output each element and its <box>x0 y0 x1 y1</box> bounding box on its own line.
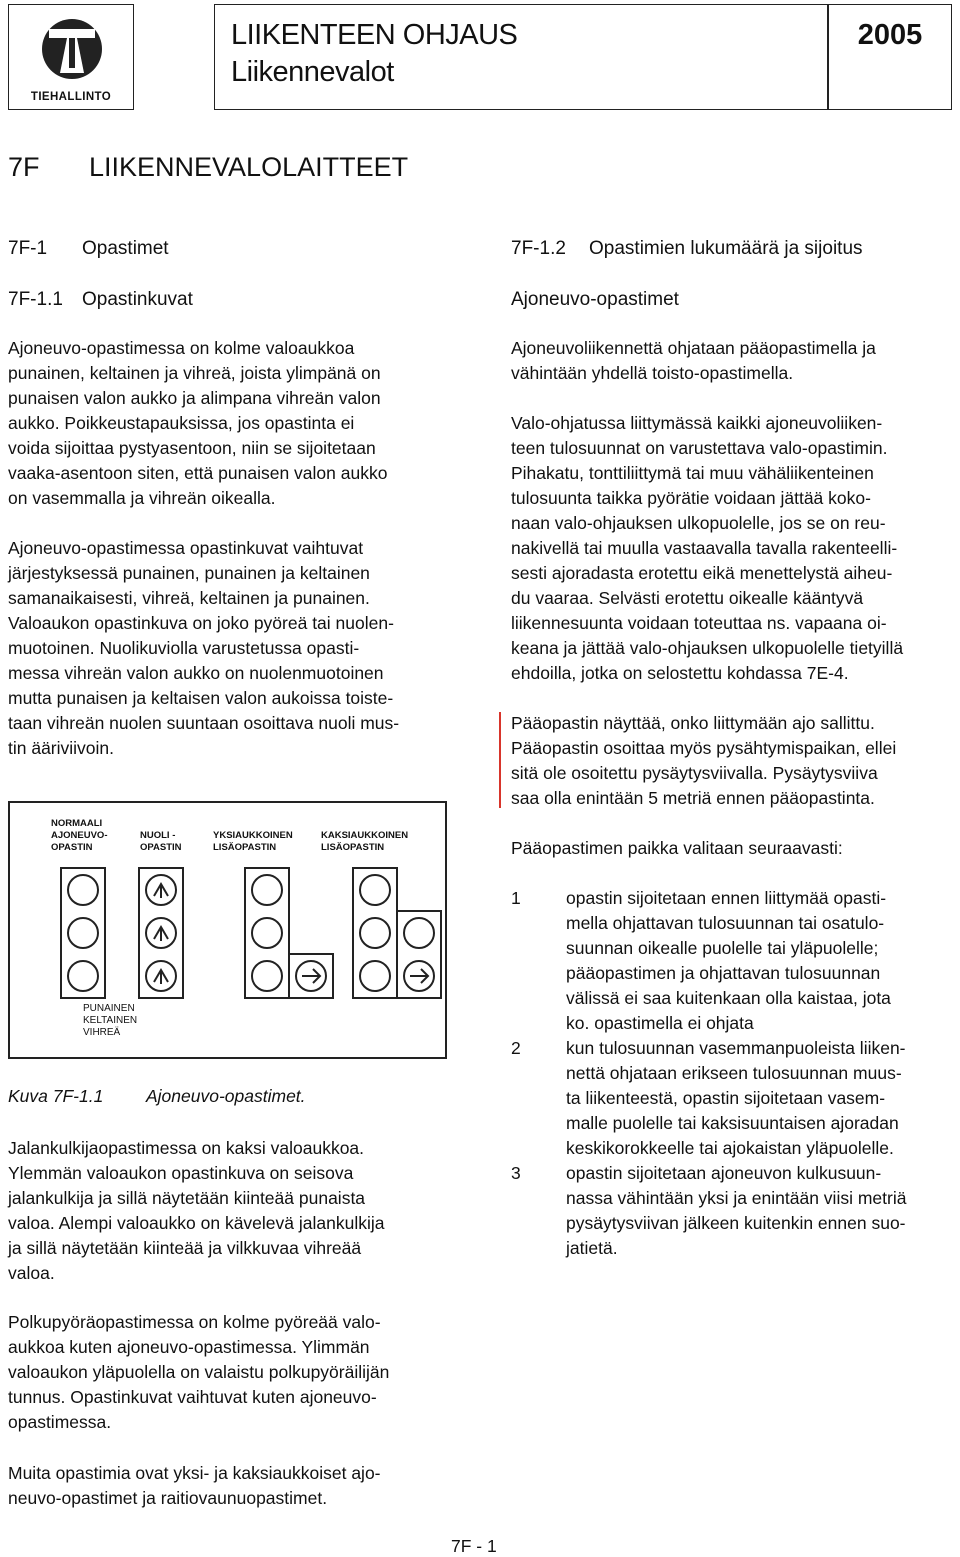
placement-list <box>511 886 957 1266</box>
signal-normal <box>61 868 105 998</box>
tiehallinto-logo-icon <box>9 11 135 91</box>
subsection-title: Opastinkuvat <box>82 289 193 310</box>
list-item: opastin sijoitetaan ajoneuvon kulkusuun- nassa vähintään yksi ja enintään viisi metriä pysäytysviivan jälkeen kuitenkin ennen suo- jatietä. <box>566 1163 907 1258</box>
list-item-number: 3 <box>511 1163 521 1183</box>
header-title-box <box>214 4 828 110</box>
section-title-right: Opastimien lukumäärä ja sijoitus <box>589 238 863 259</box>
section-number: 7F-1 <box>8 238 48 259</box>
figure-label-single-1: YKSIAUKKOINEN <box>213 830 293 841</box>
legend-yellow: KELTAINEN <box>83 1015 138 1026</box>
paragraph-signal-control: Valo-ohjatussa liittymässä kaikki ajoneuvoliiken- teen tulosuunnat on varustettava valo-opastimin. Pihakatu, tonttiliittymä tai muu vähäliikenteinen tulosuunta taikka pyörätie voidaan jättää koko- naan valo-ohjauksen ulkopuolelle, jos se on reu- nakivellä tai muulla vastaavalla tavalla rakenteelli- sesti ajoradasta erotettu eikä menettelystä aiheu- du vaaraa. Selvästi erotettu oikealle kääntyvä liikennesuunta voidaan toteuttaa ns. vapaana oi- keana ja jättää valo-ohjauksen ulkopuolelle tietyillä ehdoilla, jotka on selostettu kohdassa 7E-4. <box>511 413 904 683</box>
paragraph-bicycle-signal: Polkupyöräopastimessa on kolme pyöreää valo- aukkoa kuten ajoneuvo-opastimessa. Ylimmän valoaukon yläpuolella on valaistu polkupyöräilijän tunnus. Opastinkuvat vaihtuvat kuten ajoneuvo- opastimessa. <box>8 1312 390 1432</box>
list-item: kun tulosuunnan vasemmanpuoleista liiken- nettä ohjataan erikseen tulosuunnan muus- ta liikenteestä, opastin sijoitetaan vasem- malle puolelle tai kaksisuuntaisen ajoradan keskikorokkeelle tai ajokaistan yläpuolelle. <box>566 1038 906 1158</box>
subsection-number: 7F-1.1 <box>8 289 63 310</box>
revision-bar <box>499 712 501 808</box>
paragraph-main-signal-purpose: Pääopastin näyttää, onko liittymään ajo sallittu. Pääopastin osoittaa myös pysähtymispaikan, ellei sitä ole osoitettu pysäytysviivalla. Pysäytysviiva saa olla enintään 5 metriä ennen pääopastinta. <box>511 713 897 808</box>
header-year: 2005 <box>857 19 923 51</box>
figure-label-single-2: LISÄOPASTIN <box>213 842 277 853</box>
logo-box <box>8 4 134 110</box>
header-subtitle: Liikennevalot <box>231 56 394 88</box>
paragraph-placement-intro: Pääopastimen paikka valitaan seuraavasti: <box>511 838 843 858</box>
paragraph-signal-sequence: Ajoneuvo-opastimessa opastinkuvat vaihtuvat järjestyksessä punainen, punainen ja keltainen samanaikaisesti, vihreä, keltainen ja punainen. Valoaukon opastinkuva on joko pyöreä tai nuolen- muotoinen. Nuolikuviolla varustetussa opasti- messa vihreän valon aukko on nuolenmuotoinen mutta punaisen ja keltaisen valon aukoissa toiste- taan vihreän nuolen suuntaan osoittava nuoli mus- tin ääriviivoin. <box>8 538 400 758</box>
figure-label-arrow-1: NUOLI - <box>140 830 176 841</box>
legend-red: PUNAINEN <box>83 1003 135 1014</box>
paragraph-vehicle-signal: Ajoneuvo-opastimessa on kolme valoaukkoa punainen, keltainen ja vihreä, joista ylimpänä on punaisen valon aukko ja alimpana vihreän valon aukko. Poikkeustapauksissa, jos opastinta ei voida sijoittaa pystyasentoon, niin se sijoitetaan vaaka-asentoon siten, että punaisen valon aukko on vasemmalla ja vihreän oikealla. <box>8 338 388 508</box>
section-title: Opastimet <box>82 238 169 259</box>
figure-label-double-1: KAKSIAUKKOINEN <box>321 830 409 841</box>
header-year-box <box>828 4 952 110</box>
legend-green: VIHREÄ <box>83 1027 121 1038</box>
paragraph-pedestrian-signal: Jalankulkijaopastimessa on kaksi valoaukkoa. Ylemmän valoaukon opastinkuva on seisova jalankulkija ja sillä näytetään kiinteää punaista valoa. Alempi valoaukko on kävelevä jalankulkija ja sillä näytetään kiinteää ja vilkkuvaa vihreää valoa. <box>8 1138 385 1283</box>
chapter-number: 7F <box>8 152 40 182</box>
figure-caption-text: Ajoneuvo-opastimet. <box>146 1086 306 1106</box>
subheading-vehicle-signals: Ajoneuvo-opastimet <box>511 289 679 310</box>
chapter-title: LIIKENNEVALOLAITTEET <box>89 152 409 182</box>
figure-label-normal-2: AJONEUVO- <box>51 830 108 841</box>
paragraph-other-signals: Muita opastimia ovat yksi- ja kaksiaukkoiset ajo- neuvo-opastimet ja raitiovaunuopastimet. <box>8 1463 381 1508</box>
list-item-number: 1 <box>511 888 521 908</box>
header-title: LIIKENTEEN OHJAUS <box>231 19 518 51</box>
section-number-right: 7F-1.2 <box>511 238 566 259</box>
page-number: 7F - 1 <box>451 1536 497 1556</box>
figure-caption-number: Kuva 7F-1.1 <box>8 1086 104 1106</box>
logo-text: TIEHALLINTO <box>30 91 112 103</box>
figure-label-normal-1: NORMAALI <box>51 818 103 829</box>
list-item: opastin sijoitetaan ennen liittymää opasti- mella ohjattavan tulosuunnan tai osatulo- suunnan oikealle puolelle tai yläpuolelle; pääopastimen ja ohjattavan tulosuunnan välissä ei saa kuitenkaan olla kaistaa, jota ko. opastimella ei ohjata <box>566 888 891 1033</box>
figure-vehicle-signals <box>8 801 447 1059</box>
signal-arrow <box>139 868 183 998</box>
list-item-number: 2 <box>511 1038 521 1058</box>
figure-label-double-2: LISÄOPASTIN <box>321 842 385 853</box>
figure-label-arrow-2: OPASTIN <box>140 842 182 853</box>
paragraph-main-signal: Ajoneuvoliikennettä ohjataan pääopastimella ja vähintään yhdellä toisto-opastimella. <box>511 338 876 383</box>
figure-label-normal-3: OPASTIN <box>51 842 93 853</box>
